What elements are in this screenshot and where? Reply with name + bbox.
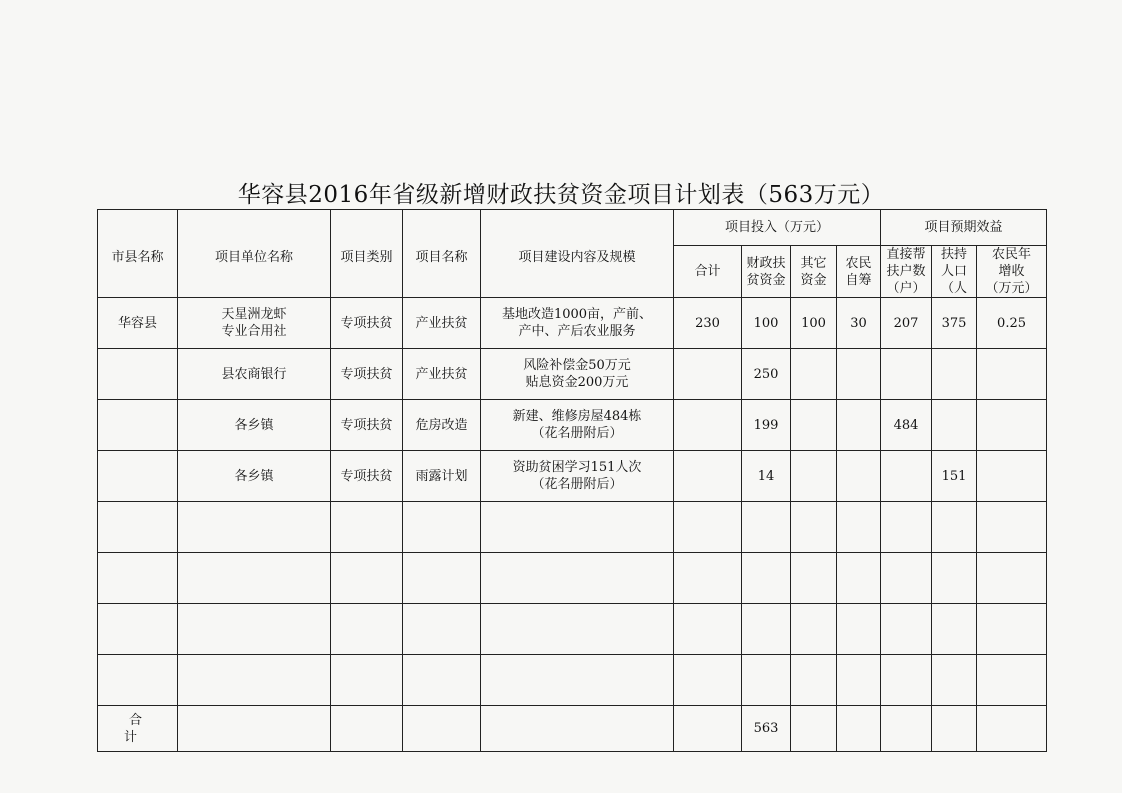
cell-name	[403, 604, 481, 655]
cell-county: 华容县	[98, 298, 178, 349]
cell-category	[331, 604, 403, 655]
cell-county	[98, 553, 178, 604]
cell-farmer	[837, 451, 881, 502]
cell-other	[791, 349, 837, 400]
table-row	[98, 502, 1047, 553]
cell-people: 151	[932, 451, 977, 502]
header-row-main	[98, 210, 1047, 246]
total-empty-cell	[837, 706, 881, 752]
table-row	[98, 298, 1047, 349]
cell-farmer	[837, 502, 881, 553]
cell-fiscal: 250	[742, 349, 791, 400]
cell-unit: 各乡镇	[178, 451, 331, 502]
cell-unit	[178, 655, 331, 706]
cell-fiscal	[742, 604, 791, 655]
cell-content: 基地改造1000亩，产前、 产中、产后农业服务	[481, 298, 674, 349]
cell-people	[932, 349, 977, 400]
total-empty-cell	[881, 706, 932, 752]
cell-category: 专项扶贫	[331, 349, 403, 400]
cell-other	[791, 553, 837, 604]
cell-income	[977, 451, 1047, 502]
cell-farmer	[837, 400, 881, 451]
page-title: 华容县2016年省级新增财政扶贫资金项目计划表（563万元）	[237, 182, 885, 208]
cell-income	[977, 349, 1047, 400]
table-row	[98, 553, 1047, 604]
cell-people	[932, 502, 977, 553]
cell-people	[932, 400, 977, 451]
cell-households	[881, 655, 932, 706]
header-county: 市县名称	[98, 210, 178, 298]
table-row	[98, 349, 1047, 400]
cell-households: 207	[881, 298, 932, 349]
cell-farmer	[837, 604, 881, 655]
cell-people	[932, 553, 977, 604]
cell-total	[674, 400, 742, 451]
cell-category	[331, 553, 403, 604]
header-benefit: 项目预期效益	[881, 210, 1047, 246]
cell-county	[98, 349, 178, 400]
header-category: 项目类别	[331, 210, 403, 298]
total-row	[98, 706, 1047, 752]
total-empty-cell	[932, 706, 977, 752]
cell-name: 雨露计划	[403, 451, 481, 502]
total-empty-cell	[481, 706, 674, 752]
cell-farmer	[837, 655, 881, 706]
cell-income	[977, 400, 1047, 451]
cell-households	[881, 553, 932, 604]
cell-name	[403, 553, 481, 604]
cell-fiscal	[742, 502, 791, 553]
cell-county	[98, 451, 178, 502]
cell-fiscal	[742, 553, 791, 604]
header-unit: 项目单位名称	[178, 210, 331, 298]
table-row	[98, 655, 1047, 706]
cell-content	[481, 655, 674, 706]
cell-households	[881, 604, 932, 655]
cell-county	[98, 655, 178, 706]
cell-category	[331, 655, 403, 706]
cell-total	[674, 604, 742, 655]
cell-county	[98, 604, 178, 655]
cell-income	[977, 655, 1047, 706]
header-name: 项目名称	[403, 210, 481, 298]
cell-content: 风险补偿金50万元 贴息资金200万元	[481, 349, 674, 400]
header-total: 合计	[674, 246, 742, 298]
cell-households	[881, 502, 932, 553]
cell-total	[674, 349, 742, 400]
cell-name: 产业扶贫	[403, 349, 481, 400]
total-empty-cell	[178, 706, 331, 752]
cell-other	[791, 400, 837, 451]
cell-category: 专项扶贫	[331, 298, 403, 349]
cell-fiscal: 100	[742, 298, 791, 349]
cell-name: 危房改造	[403, 400, 481, 451]
cell-unit	[178, 502, 331, 553]
cell-other	[791, 502, 837, 553]
cell-category	[331, 502, 403, 553]
cell-county	[98, 400, 178, 451]
header-content: 项目建设内容及规模	[481, 210, 674, 298]
cell-unit: 县农商银行	[178, 349, 331, 400]
cell-people: 375	[932, 298, 977, 349]
cell-content: 新建、维修房屋484栋 （花名册附后）	[481, 400, 674, 451]
cell-content	[481, 553, 674, 604]
cell-households	[881, 349, 932, 400]
cell-total: 230	[674, 298, 742, 349]
header-fiscal: 财政扶 贫资金	[742, 246, 791, 298]
cell-farmer	[837, 553, 881, 604]
header-people: 扶持 人口 （人	[932, 246, 977, 298]
cell-content: 资助贫困学习151人次 （花名册附后）	[481, 451, 674, 502]
cell-other	[791, 604, 837, 655]
header-income: 农民年 增收 （万元）	[977, 246, 1047, 298]
cell-income	[977, 502, 1047, 553]
cell-name	[403, 655, 481, 706]
cell-households	[881, 451, 932, 502]
cell-category: 专项扶贫	[331, 451, 403, 502]
total-empty-cell	[403, 706, 481, 752]
cell-total	[674, 451, 742, 502]
cell-total	[674, 553, 742, 604]
cell-households: 484	[881, 400, 932, 451]
cell-category: 专项扶贫	[331, 400, 403, 451]
table-row	[98, 604, 1047, 655]
cell-fiscal: 199	[742, 400, 791, 451]
plan-table	[97, 209, 1047, 752]
cell-other: 100	[791, 298, 837, 349]
total-label: 合 计	[98, 706, 178, 752]
total-empty-cell	[674, 706, 742, 752]
cell-unit: 各乡镇	[178, 400, 331, 451]
cell-other	[791, 451, 837, 502]
cell-income	[977, 604, 1047, 655]
header-other: 其它 资金	[791, 246, 837, 298]
cell-name	[403, 502, 481, 553]
cell-farmer	[837, 349, 881, 400]
header-households: 直接帮 扶户数 （户）	[881, 246, 932, 298]
total-fiscal: 563	[742, 706, 791, 752]
cell-people	[932, 655, 977, 706]
header-investment: 项目投入（万元）	[674, 210, 881, 246]
cell-content	[481, 604, 674, 655]
cell-name: 产业扶贫	[403, 298, 481, 349]
total-empty-cell	[791, 706, 837, 752]
cell-other	[791, 655, 837, 706]
header-farmer: 农民 自筹	[837, 246, 881, 298]
cell-content	[481, 502, 674, 553]
cell-people	[932, 604, 977, 655]
cell-total	[674, 502, 742, 553]
table-row	[98, 400, 1047, 451]
cell-farmer: 30	[837, 298, 881, 349]
table-body	[98, 298, 1047, 706]
cell-unit	[178, 604, 331, 655]
table-row	[98, 451, 1047, 502]
cell-unit: 天星洲龙虾 专业合用社	[178, 298, 331, 349]
total-empty-cell	[977, 706, 1047, 752]
cell-unit	[178, 553, 331, 604]
cell-income: 0.25	[977, 298, 1047, 349]
cell-total	[674, 655, 742, 706]
cell-fiscal: 14	[742, 451, 791, 502]
cell-fiscal	[742, 655, 791, 706]
total-empty-cell	[331, 706, 403, 752]
cell-county	[98, 502, 178, 553]
cell-income	[977, 553, 1047, 604]
